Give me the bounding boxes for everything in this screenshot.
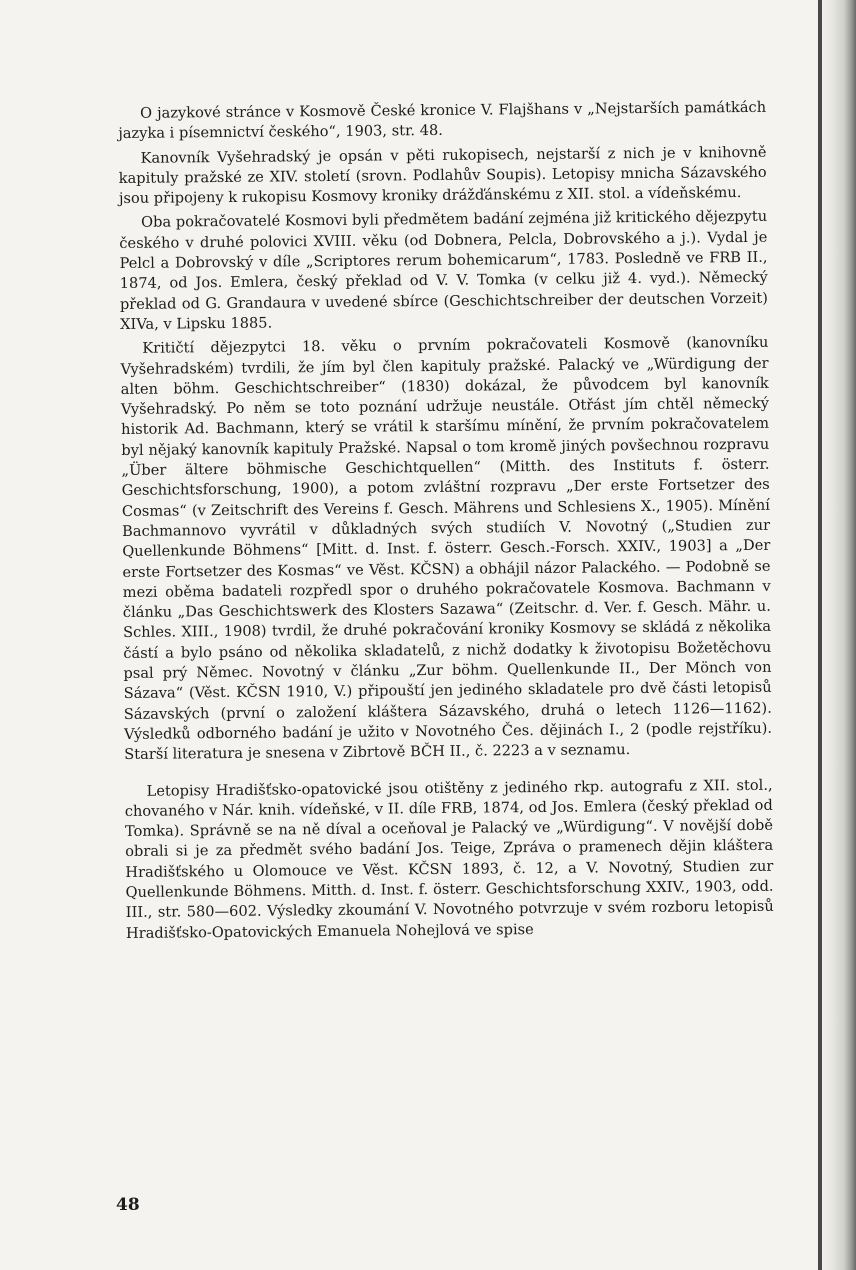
paragraph-5: Letopisy Hradišťsko-opatovické jsou otištěny z jediného rkp. autografu z XII. stol., chovaného v Nár. knih. vídeňské, v II. díle FRB, 1874, od Jos. Emlera (český překlad od Tomka). Správně se na ně díval a oceňoval je Palacký ve „Würdigung“. V novější době obrali si je za předmět svého badání Jos. Teige, Zpráva o pramenech dějin kláštera Hradišťského u Olomouce ve Věst. KČSN 1893, č. 12, a V. Novotný, Studien zur Quellenkunde Böhmens. Mitth. d. Inst. f. österr. Geschichtsforschung XXIV., 1903, odd. III., str. 580—602. Výsledky zkoumání V. Novotného potvrzuje v svém rozboru letopisů Hradišťsko-Opatovických Emanuela Nohejlová ve spise xyxy=(124,776,774,942)
paragraph-2: Kanovník Vyšehradský je opsán v pěti rukopisech, nejstarší z nich je v knihovně kapituly pražské ze XIV. století (srovn. Podlahův Soupis). Letopisy mnicha Sázavského jsou připojeny k rukopisu Kosmovy kroniky drážďánskému z XII. stol. a vídeňskému. xyxy=(118,143,767,208)
book-spine-shadow xyxy=(816,0,856,1270)
paragraph-3: Oba pokračovatelé Kosmovi byli předmětem badání zejména již kritického dějezpytu českého v druhé polovici XVIII. věku (od Dobnera, Pelcla, Dobrovského a j.). Vydal je Pelcl a Dobrovský v díle „Scriptores rerum bohemicarum“, 1783. Posledně ve FRB II., 1874, od Jos. Emlera, český překlad od V. V. Tomka (v celku již 4. vyd.). Německý překlad od G. Grandaura v uvedené sbírce (Geschichtschreiber der deutschen Vorzeit) XIVa, v Lipsku 1885. xyxy=(119,208,768,333)
book-gutter-line xyxy=(818,0,822,1270)
page-body xyxy=(118,98,774,948)
paragraph-1: O jazykové stránce v Kosmově České kronice V. Flajšhans v „Nejstarších památkách jazyka i písemnictví českého“, 1903, str. 48. xyxy=(118,98,767,143)
paragraph-4: Kritičtí dějezpytci 18. věku o prvním pokračovateli Kosmově (kanovníku Vyšehradském) tvrdili, že jím byl člen kapituly pražské. Palacký ve „Würdigung der alten böhm. Geschichtschreiber“ (1830) dokázal, že původcem byl kanovník Vyšehradský. Po něm se toto poznání udržuje neustále. Otřást jím chtěl německý historik Ad. Bachmann, který se vrátil k staršímu mínění, že prvním pokračovatelem byl nějaký kanovník kapituly Pražské. Napsal o tom kromě jiných povšechnou rozpravu „Über ältere böhmische Geschichtquellen“ (Mitth. des Instituts f. österr. Geschichtsforschung, 1900), a potom zvláštní rozpravu „Der erste Fortsetzer des Cosmas“ (v Zeitschrift des Vereins f. Gesch. Mährens und Schlesiens X., 1905). Mínění Bachmannovo vyvrátil v důkladných svých studiích V. Novotný („Studien zur Quellenkunde Böhmens“ [Mitt. d. Inst. f. österr. Gesch.-Forsch. XXIV., 1903] a „Der erste Fortsetzer des Kosmas“ ve Věst. KČSN) a obhájil názor Palackého. — Podobně se mezi oběma badateli rozpředl spor o druhého pokračovatele Kosmova. Bachmann v článku „Das Geschichtswerk des Klosters Sazawa“ (Zeitschr. d. Ver. f. Gesch. Mähr. u. Schles. XIII., 1908) tvrdil, že druhé pokračování kroniky Kosmovy se skládá z několika částí a bylo psáno od několika skladatelů, z nichž dodatky k životopisu Božetěchovu psal prý Němec. Novotný v článku „Zur böhm. Quellenkunde II., Der Mönch von Sázava“ (Věst. KČSN 1910, V.) připouští jen jediného skladatele pro dvě části letopisů Sázavských (první o založení kláštera Sázavského, druhá o letech 1126—1162). Výsledků odborného badání je užito v Novotného Čes. dějinách I., 2 (podle rejstříku). Starší literatura je snesena v Zibrtově BČH II., č. 2223 a v seznamu. xyxy=(120,334,773,764)
page-number: 48 xyxy=(116,1195,140,1215)
